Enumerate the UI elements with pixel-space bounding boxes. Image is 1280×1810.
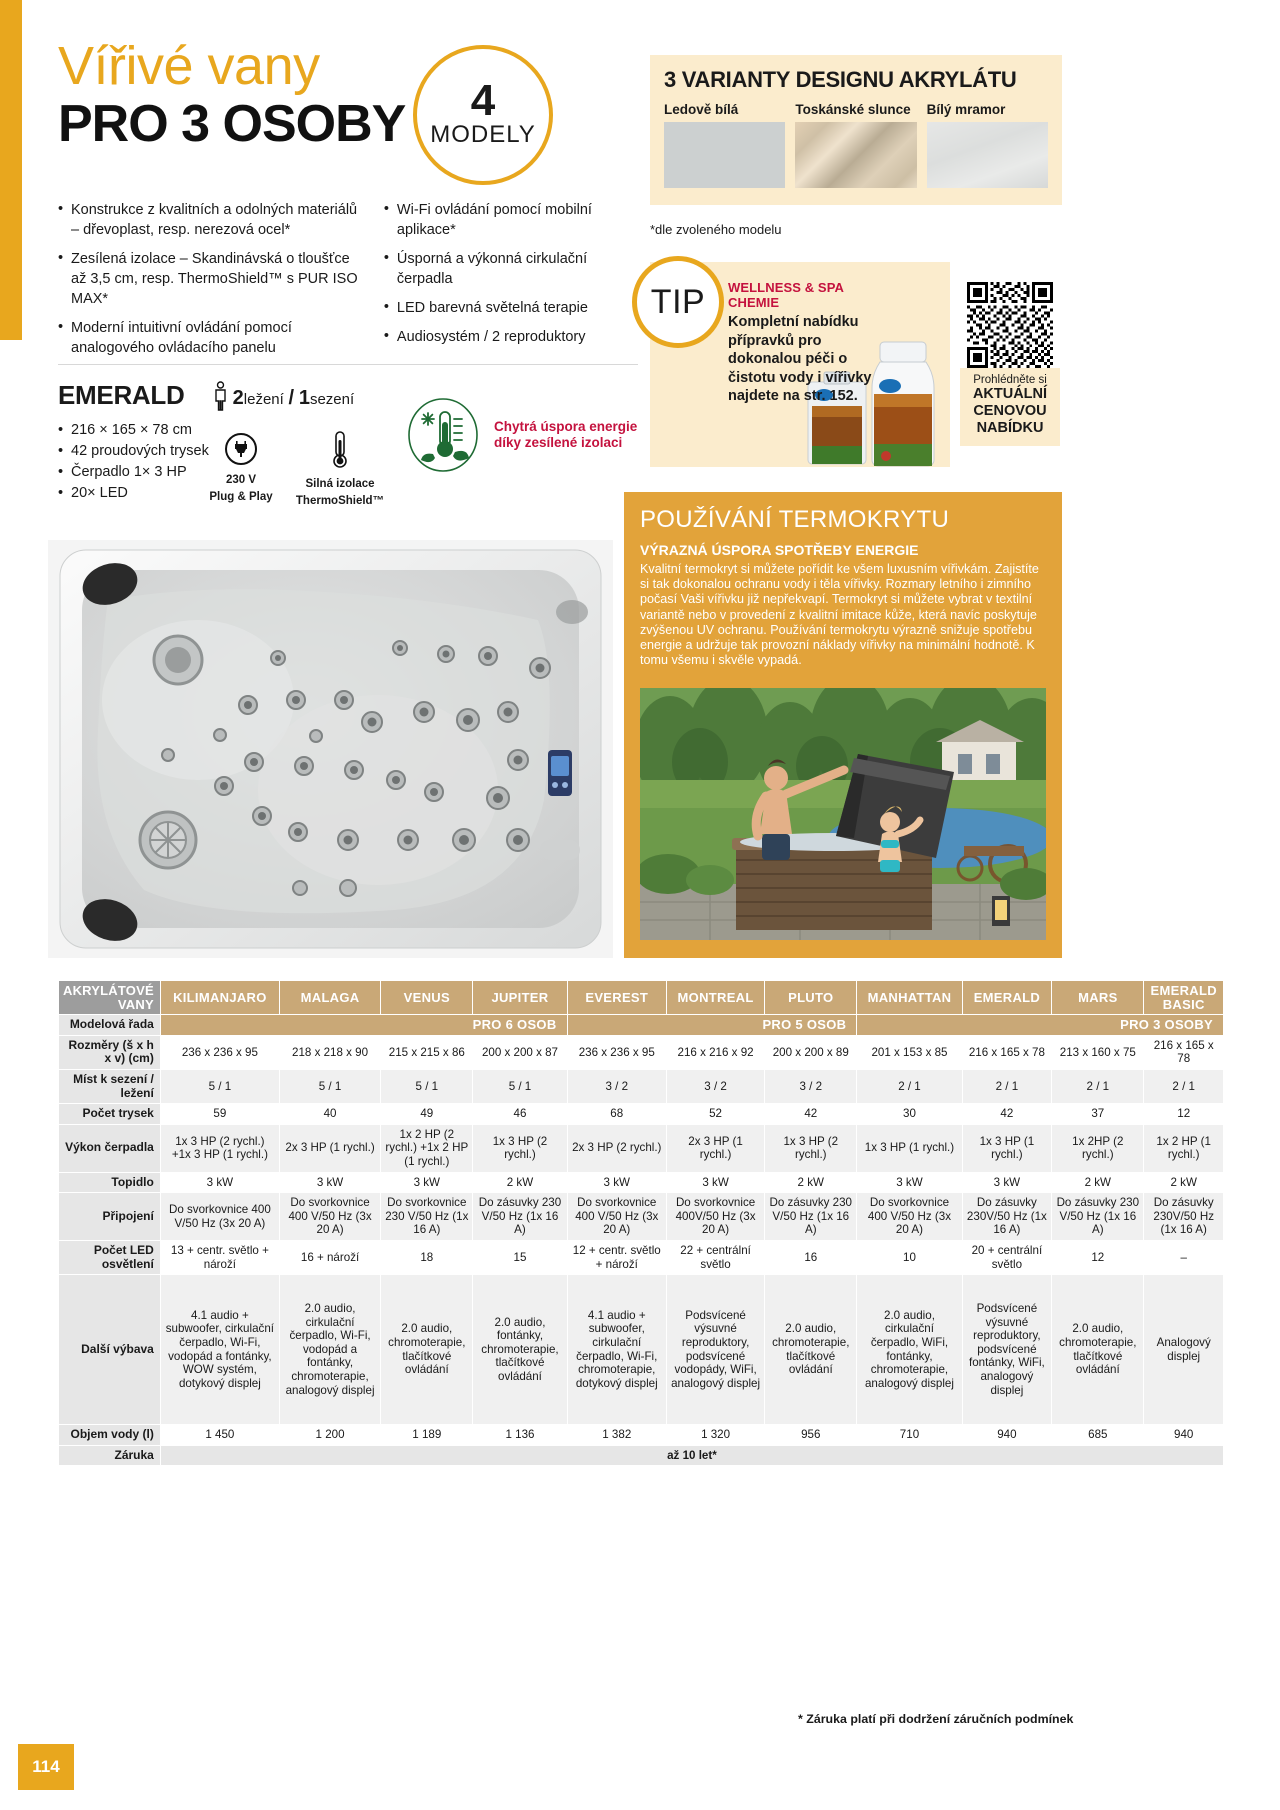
cell: 236 x 236 x 95 (160, 1035, 279, 1069)
cell: 52 (666, 1104, 764, 1125)
thermo-caption-line1: Silná izolace (305, 478, 375, 490)
row-label-series: Modelová řada (59, 1015, 161, 1036)
cell: 2 kW (473, 1172, 567, 1193)
seats-separator: / (288, 386, 295, 409)
cell: Do svorkovnice 400 V/50 Hz (3x 20 A) (279, 1193, 380, 1241)
tip-heading: WELLNESS & SPA CHEMIE (728, 280, 844, 310)
row-label-dimensions: Rozměry (š x h x v) (cm) (59, 1035, 161, 1069)
acrylic-swatch-white-marble (927, 102, 1048, 188)
list-item: • LED barevná světelná terapie (384, 298, 638, 318)
cell: 216 x 165 x 78 (1144, 1035, 1224, 1069)
termokryt-title: POUŽÍVÁNÍ TERMOKRYTU (640, 506, 950, 533)
table-row (59, 1124, 1224, 1172)
cell: 1x 3 HP (2 rychl.) (765, 1124, 857, 1172)
models-count-badge (413, 45, 553, 185)
feature-list-right (384, 200, 638, 367)
cell: Do svorkovnice 400V/50 Hz (3x 20 A) (666, 1193, 764, 1241)
left-accent-bar (0, 0, 22, 340)
row-label-pump-power: Výkon čerpadla (59, 1124, 161, 1172)
cell: 12 + centr. světlo + nároží (567, 1240, 666, 1274)
cell: 1 189 (381, 1425, 473, 1446)
energy-line1: Chytrá úspora energie (494, 418, 638, 434)
cell: 2.0 audio, chromoterapie, tlačítkové ovládání (381, 1275, 473, 1425)
cell: 20 + centrální světlo (962, 1240, 1052, 1274)
list-item: • Moderní intuitivní ovládání pomocí analogového ovládacího panelu (58, 318, 362, 358)
badge-label: MODELY (430, 121, 536, 148)
termokryt-lifestyle-photo (640, 688, 1046, 940)
cell: 3 / 2 (666, 1069, 764, 1103)
cell: 200 x 200 x 87 (473, 1035, 567, 1069)
cell: 3 / 2 (567, 1069, 666, 1103)
cell: 4.1 audio + subwoofer, cirkulační čerpadlo, Wi-Fi, chromoterapie, dotykový displej (567, 1275, 666, 1425)
swatch-chip (795, 122, 916, 188)
cell: 30 (857, 1104, 962, 1125)
specifications-table (58, 980, 1224, 1466)
acrylic-swatch-tuscan-sun (795, 102, 916, 188)
product-seats (213, 381, 354, 411)
cell: 2 / 1 (857, 1069, 962, 1103)
cell: 12 (1144, 1104, 1224, 1125)
cell: 940 (1144, 1425, 1224, 1446)
list-item: • Wi-Fi ovládání pomocí mobilní aplikace* (384, 200, 638, 240)
list-item: • Konstrukce z kvalitních a odolných materiálů – dřevoplast, resp. nerezová ocel* (58, 200, 362, 240)
cell: 940 (962, 1425, 1052, 1446)
energy-line2: díky zesílené izolaci (494, 435, 623, 450)
person-icon (213, 381, 228, 411)
product-name: EMERALD (58, 380, 185, 410)
cell: 2.0 audio, cirkulační čerpadlo, WiFi, fontánky, chromoterapie, analogový displej (857, 1275, 962, 1425)
model-header-venus: VENUS (381, 981, 473, 1015)
cell: 2x 3 HP (1 rychl.) (279, 1124, 380, 1172)
cell: Podsvícené výsuvné reproduktory, podsvícené vodopády, WiFi, analogový displej (666, 1275, 764, 1425)
cell: Do zásuvky 230 V/50 Hz (1x 16 A) (473, 1193, 567, 1241)
qr-caption (960, 368, 1060, 446)
acrylic-variants-title: 3 VARIANTY DESIGNU AKRYLÁTU (664, 67, 1017, 92)
list-item: • Úsporná a výkonná cirkulační čerpadla (384, 249, 638, 289)
swatch-chip (664, 122, 785, 188)
thermometer-icon (325, 430, 355, 470)
cell: 5 / 1 (381, 1069, 473, 1103)
cell: 710 (857, 1425, 962, 1446)
row-label-seats: Míst k sezení / ležení (59, 1069, 161, 1103)
cell: 1x 3 HP (1 rychl.) (962, 1124, 1052, 1172)
cell: 3 kW (381, 1172, 473, 1193)
cell: 3 kW (567, 1172, 666, 1193)
swatch-label: Ledově bílá (664, 102, 739, 117)
qr-code-icon[interactable] (967, 282, 1053, 368)
cell: 2.0 audio, cirkulační čerpadlo, Wi-Fi, vodopád a fontánky, chromoterapie, analogový displej (279, 1275, 380, 1425)
row-label-connection: Připojení (59, 1193, 161, 1241)
row-label-jets: Počet trysek (59, 1104, 161, 1125)
list-item: • 216 × 165 × 78 cm (58, 420, 638, 441)
qr-caption-line3: CENOVOU (973, 403, 1047, 419)
hot-tub-product-photo (48, 540, 613, 958)
table-corner-label: AKRYLÁTOVÉ VANY (59, 981, 161, 1015)
model-header-mars: MARS (1052, 981, 1144, 1015)
table-row-series (59, 1015, 1224, 1036)
cell: 46 (473, 1104, 567, 1125)
cell: 3 kW (666, 1172, 764, 1193)
seats-lying-word: ležení (243, 390, 284, 408)
list-item: • 42 proudových trysek (58, 441, 638, 462)
termokryt-body: Kvalitní termokryt si můžete pořídit ke všem luxusním vířivkám. Zajistíte si tak dokonalou ochranu vody i těla vířivky. Rozmary letního i zimního počasí Vaši vířivku již nepřekvapí. Termokryt si můžete vybrat v textilní variantě nebo v provedení z kvalitní imitace kůže, která navíc poskytuje zvýšenou UV ochranu. Používání termokrytu výrazně snižuje spotřebu energie a udržuje tak provozní náklady vířivky na minimální hodnotě. K tomu všemu i skvěle vypadá. (640, 562, 1039, 668)
swatch-chip (927, 122, 1048, 188)
list-item: • Audiosystém / 2 reproduktory (384, 327, 638, 347)
cell: 37 (1052, 1104, 1144, 1125)
list-item: • 20× LED (58, 483, 638, 504)
cell: Do zásuvky 230 V/50 Hz (1x 16 A) (1052, 1193, 1144, 1241)
acrylic-footnote: *dle zvoleného modelu (650, 222, 782, 237)
cell: Analogový displej (1144, 1275, 1224, 1425)
cell: 236 x 236 x 95 (567, 1035, 666, 1069)
divider (58, 364, 638, 365)
cell: 16 + nároží (279, 1240, 380, 1274)
warranty-value: až 10 let* (160, 1445, 1223, 1466)
cell: 2 kW (1144, 1172, 1224, 1193)
tip-text-block (728, 280, 878, 406)
warranty-footnote: * Záruka platí při dodržení záručních podmínek (798, 1712, 1074, 1726)
row-label-warranty: Záruka (59, 1445, 161, 1466)
energy-saving-feature (400, 392, 640, 478)
cell: Podsvícené výsuvné reproduktory, podsvícené fontánky, WiFi, analogový displej (962, 1275, 1052, 1425)
cell: 1x 2 HP (1 rychl.) (1144, 1124, 1224, 1172)
cell: 16 (765, 1240, 857, 1274)
tip-circle-badge: TIP (632, 256, 724, 348)
acrylic-swatch-ice-white (664, 102, 785, 188)
list-item: • Čerpadlo 1× 3 HP (58, 462, 638, 483)
row-label-extra-equipment: Další výbava (59, 1275, 161, 1425)
cell: 685 (1052, 1425, 1144, 1446)
cell: 216 x 165 x 78 (962, 1035, 1052, 1069)
model-header-malaga: MALAGA (279, 981, 380, 1015)
table-row-models (59, 981, 1224, 1015)
page-number: 114 (18, 1744, 74, 1790)
cell: 15 (473, 1240, 567, 1274)
cell: 3 kW (279, 1172, 380, 1193)
cell: 18 (381, 1240, 473, 1274)
power-plug-icon (224, 432, 258, 466)
cell: 2 kW (765, 1172, 857, 1193)
cell: – (1144, 1240, 1224, 1274)
cell: 1x 3 HP (1 rychl.) (857, 1124, 962, 1172)
cell: 5 / 1 (160, 1069, 279, 1103)
cell: 1x 2HP (2 rychl.) (1052, 1124, 1144, 1172)
table-row (59, 1240, 1224, 1274)
group-label-3-persons: PRO 3 OSOBY (857, 1015, 1224, 1036)
cell: 215 x 215 x 86 (381, 1035, 473, 1069)
cell: 2 / 1 (1052, 1069, 1144, 1103)
cell: 2.0 audio, chromoterapie, tlačítkové ovládání (765, 1275, 857, 1425)
cell: 49 (381, 1104, 473, 1125)
cell: 13 + centr. světlo + nároží (160, 1240, 279, 1274)
thermoshield-feature (285, 430, 395, 508)
cell: Do svorkovnice 400 V/50 Hz (3x 20 A) (567, 1193, 666, 1241)
cell: 213 x 160 x 75 (1052, 1035, 1144, 1069)
cell: 2.0 audio, fontánky, chromoterapie, tlačítkové ovládání (473, 1275, 567, 1425)
cell: 1 320 (666, 1425, 764, 1446)
group-label-5-persons: PRO 5 OSOB (567, 1015, 857, 1036)
cell: 1 382 (567, 1425, 666, 1446)
model-header-kilimanjaro: KILIMANJARO (160, 981, 279, 1015)
cell: Do svorkovnice 400 V/50 Hz (3x 20 A) (857, 1193, 962, 1241)
table-row (59, 1193, 1224, 1241)
cell: Do zásuvky 230 V/50 Hz (1x 16 A) (765, 1193, 857, 1241)
list-item: • Zesílená izolace – Skandinávská o tloušťce až 3,5 cm, resp. ThermoShield™ s PUR ISO MAX* (58, 249, 362, 309)
energy-leaf-thermometer-icon (400, 392, 486, 478)
swatch-label: Bílý mramor (926, 102, 1006, 117)
cell: Do svorkovnice 230 V/50 Hz (1x 16 A) (381, 1193, 473, 1241)
page-title-line2: PRO 3 OSOBY (58, 95, 406, 153)
cell: 5 / 1 (279, 1069, 380, 1103)
model-header-jupiter: JUPITER (473, 981, 567, 1015)
cell: 40 (279, 1104, 380, 1125)
seats-sitting-word: sezení (309, 390, 355, 408)
feature-list-left (58, 200, 362, 367)
plug-and-play-feature (202, 432, 280, 504)
thermo-caption-line2: ThermoShield™ (295, 494, 385, 507)
cell: 42 (765, 1104, 857, 1125)
seats-sitting-count: 1 (298, 386, 310, 409)
cell: 3 / 2 (765, 1069, 857, 1103)
row-label-led-count: Počet LED osvětlení (59, 1240, 161, 1274)
plug-caption-line2: Plug & Play (209, 490, 273, 503)
cell: 2x 3 HP (2 rychl.) (567, 1124, 666, 1172)
cell: 68 (567, 1104, 666, 1125)
cell: 1 450 (160, 1425, 279, 1446)
model-header-everest: EVEREST (567, 981, 666, 1015)
group-label-6-persons: PRO 6 OSOB (160, 1015, 567, 1036)
termokryt-panel (624, 492, 1062, 958)
cell: 218 x 218 x 90 (279, 1035, 380, 1069)
energy-text (494, 419, 637, 452)
model-header-pluto: PLUTO (765, 981, 857, 1015)
table-row (59, 1069, 1224, 1103)
table-row (59, 1172, 1224, 1193)
cell: 956 (765, 1425, 857, 1446)
cell: 12 (1052, 1240, 1144, 1274)
cell: 22 + centrální světlo (666, 1240, 764, 1274)
cell: 216 x 216 x 92 (666, 1035, 764, 1069)
cell: 1 136 (473, 1425, 567, 1446)
table-row (59, 1425, 1224, 1446)
cell: 10 (857, 1240, 962, 1274)
cell: 2 / 1 (1144, 1069, 1224, 1103)
cell: Do zásuvky 230V/50 Hz (1x 16 A) (1144, 1193, 1224, 1241)
feature-lists (58, 200, 638, 367)
seats-lying-count: 2 (232, 386, 244, 409)
model-header-manhattan: MANHATTAN (857, 981, 962, 1015)
table-row (59, 1104, 1224, 1125)
badge-number: 4 (470, 76, 496, 125)
tip-body: Kompletní nabídku přípravků pro dokonalou péči o čistotu vody i vířivky najdete na str. 152. (728, 314, 872, 404)
table-row (59, 1035, 1224, 1069)
cell: 59 (160, 1104, 279, 1125)
row-label-heater: Topidlo (59, 1172, 161, 1193)
qr-block[interactable] (960, 282, 1060, 446)
cell: 2x 3 HP (1 rychl.) (666, 1124, 764, 1172)
table-row-warranty (59, 1445, 1224, 1466)
cell: 3 kW (857, 1172, 962, 1193)
table-row (59, 1275, 1224, 1425)
model-header-emerald-basic: EMERALD BASIC (1144, 981, 1224, 1015)
model-header-montreal: MONTREAL (666, 981, 764, 1015)
plug-caption-line1: 230 V (225, 474, 257, 486)
acrylic-variants-box (650, 55, 1062, 205)
cell: 1 200 (279, 1425, 380, 1446)
cell: 2 / 1 (962, 1069, 1052, 1103)
cell: 3 kW (962, 1172, 1052, 1193)
cell: 200 x 200 x 89 (765, 1035, 857, 1069)
cell: 5 / 1 (473, 1069, 567, 1103)
page-title-line1: Vířivé vany (58, 36, 320, 96)
row-label-water-volume: Objem vody (l) (59, 1425, 161, 1446)
termokryt-subtitle: VÝRAZNÁ ÚSPORA SPOTŘEBY ENERGIE (640, 542, 919, 558)
cell: Do svorkovnice 400 V/50 Hz (3x 20 A) (160, 1193, 279, 1241)
cell: 3 kW (160, 1172, 279, 1193)
cell: 1x 3 HP (2 rychl.) +1x 3 HP (1 rychl.) (160, 1124, 279, 1172)
cell: 2 kW (1052, 1172, 1144, 1193)
qr-caption-line1: Prohlédněte si (973, 374, 1047, 386)
cell: 1x 3 HP (2 rychl.) (473, 1124, 567, 1172)
model-header-emerald: EMERALD (962, 981, 1052, 1015)
cell: Do zásuvky 230V/50 Hz (1x 16 A) (962, 1193, 1052, 1241)
qr-caption-line2: AKTUÁLNÍ (972, 386, 1048, 402)
cell: 42 (962, 1104, 1052, 1125)
cell: 201 x 153 x 85 (857, 1035, 962, 1069)
cell: 2.0 audio, chromoterapie, tlačítkové ovládání (1052, 1275, 1144, 1425)
cell: 4.1 audio + subwoofer, cirkulační čerpadlo, Wi-Fi, vodopád a fontánky, WOW systém, dotykový displej (160, 1275, 279, 1425)
cell: 1x 2 HP (2 rychl.) +1x 2 HP (1 rychl.) (381, 1124, 473, 1172)
qr-caption-line4: NABÍDKU (976, 420, 1044, 436)
swatch-label: Toskánské slunce (795, 102, 911, 117)
